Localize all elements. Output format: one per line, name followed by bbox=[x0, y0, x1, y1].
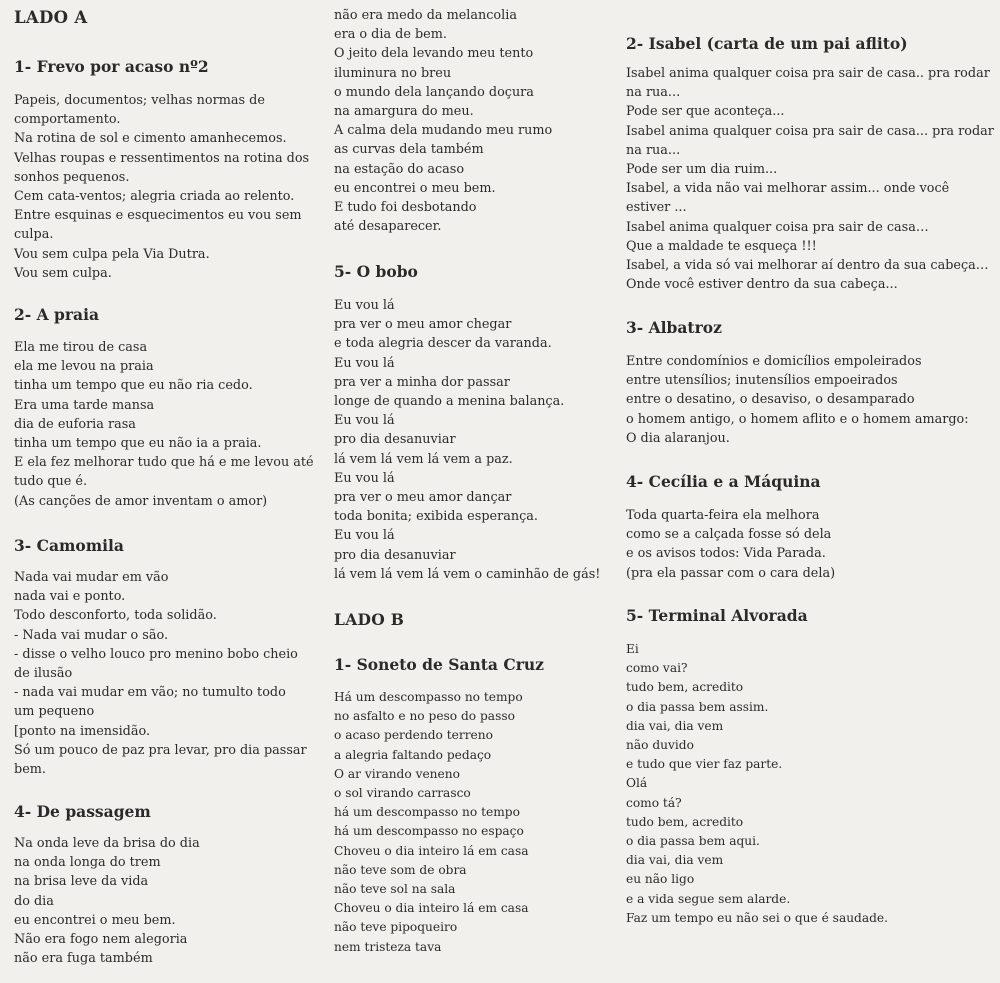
lyric-line: e toda alegria descer da varanda. bbox=[334, 336, 552, 352]
lyric-line: Vou sem culpa pela Via Dutra. bbox=[14, 246, 210, 262]
song-lyrics bbox=[334, 688, 528, 957]
lyric-line: o mundo dela lançando doçura bbox=[334, 84, 534, 100]
lyric-line: O jeito dela levando meu tento bbox=[334, 46, 534, 62]
song-lyrics-continued bbox=[334, 6, 552, 236]
lyric-line: E ela fez melhorar tudo que há e me levou até bbox=[14, 455, 314, 471]
song-title: 4- De passagem bbox=[14, 802, 151, 821]
lyric-line: há um descompasso no espaço bbox=[334, 824, 524, 839]
lyric-line: Não era fogo nem alegoria bbox=[14, 932, 188, 948]
lyric-line: como tá? bbox=[626, 795, 682, 810]
lyric-line: dia vai, dia vem bbox=[626, 718, 724, 733]
lyric-line: do dia bbox=[14, 893, 54, 909]
lyric-line: Eu vou lá bbox=[334, 470, 395, 486]
lyric-line: Só um pouco de paz pra levar, pro dia passar bbox=[14, 742, 307, 758]
lyric-line: há um descompasso no tempo bbox=[334, 805, 520, 820]
lyric-line: Entre condomínios e domicílios empoleirados bbox=[626, 354, 922, 369]
lyric-line: (pra ela passar com o cara dela) bbox=[626, 565, 836, 581]
lyric-line: um pequeno bbox=[14, 704, 95, 720]
lyric-line: e os avisos todos: Vida Parada. bbox=[626, 546, 826, 562]
lyric-line: dia de euforia rasa bbox=[14, 416, 136, 432]
lyric-line: Cem cata-ventos; alegria criada ao relento. bbox=[14, 189, 295, 205]
lyric-line: Papeis, documentos; velhas normas de bbox=[14, 93, 265, 108]
lyric-line: Choveu o dia inteiro lá em casa bbox=[334, 843, 529, 858]
song-lyrics bbox=[626, 352, 969, 448]
song-lyrics bbox=[14, 834, 200, 968]
lyric-line: Pode ser um dia ruim... bbox=[626, 162, 778, 178]
lyric-line: Velhas roupas e ressentimentos na rotina dos bbox=[14, 150, 310, 166]
song-title: 2- A praia bbox=[14, 305, 100, 324]
song-lyrics bbox=[626, 64, 994, 294]
side-b-heading: LADO B bbox=[334, 610, 405, 629]
lyric-line: pra ver o meu amor chegar bbox=[334, 317, 512, 333]
lyric-line: toda bonita; exibida esperança. bbox=[334, 509, 538, 525]
lyric-line: entre o desatino, o desaviso, o desamparado bbox=[626, 392, 915, 408]
lyric-line: Nada vai mudar em vão bbox=[14, 570, 169, 585]
lyric-line: ela me levou na praia bbox=[14, 359, 154, 375]
lyric-line: Isabel anima qualquer coisa pra sair de casa.. pra rodar bbox=[626, 66, 990, 81]
lyric-line: na onda longa do trem bbox=[14, 855, 161, 871]
song-title: 5- Terminal Alvorada bbox=[626, 606, 808, 625]
lyric-line: Eu vou lá bbox=[334, 355, 395, 371]
song-title: 4- Cecília e a Máquina bbox=[626, 472, 821, 491]
lyric-line: Faz um tempo eu não sei o que é saudade. bbox=[626, 910, 889, 925]
lyric-line: nem tristeza tava bbox=[334, 939, 442, 954]
lyric-line: lá vem lá vem lá vem o caminhão de gás! bbox=[334, 566, 601, 582]
lyric-line: Isabel, a vida só vai melhorar aí dentro da sua cabeça… bbox=[626, 258, 989, 274]
lyric-line: Isabel anima qualquer coisa pra sair de casa... pra rodar bbox=[626, 123, 994, 139]
lyric-line: (As canções de amor inventam o amor) bbox=[14, 493, 268, 509]
lyric-line: o sol virando carrasco bbox=[334, 786, 471, 801]
lyric-line: como se a calçada fosse só dela bbox=[626, 527, 832, 543]
side-a-heading: LADO A bbox=[14, 8, 88, 27]
lyric-line: Entre esquinas e esquecimentos eu vou sem bbox=[14, 208, 302, 224]
lyric-line: pra ver a minha dor passar bbox=[334, 374, 510, 390]
song-title: 1- Frevo por acaso nº2 bbox=[14, 57, 209, 76]
lyric-line: sonhos pequenos. bbox=[14, 169, 130, 185]
song-title: 3- Camomila bbox=[14, 536, 124, 555]
lyric-line: Eu vou lá bbox=[334, 528, 395, 544]
lyric-line: estiver ... bbox=[626, 200, 687, 216]
lyric-line: Toda quarta-feira ela melhora bbox=[626, 508, 820, 523]
lyric-line: na rua... bbox=[626, 85, 681, 101]
lyric-line: eu encontrei o meu bem. bbox=[334, 180, 496, 196]
lyric-line: lá vem lá vem lá vem a paz. bbox=[334, 451, 513, 467]
lyric-line: Vou sem culpa. bbox=[14, 265, 112, 281]
song-lyrics bbox=[626, 640, 888, 928]
lyric-line: Na onda leve da brisa do dia bbox=[14, 836, 200, 851]
lyric-line: entre utensílios; inutensílios empoeirados bbox=[626, 373, 898, 389]
lyric-line: Na rotina de sol e cimento amanhecemos. bbox=[14, 131, 287, 147]
lyric-line: não teve pipoqueiro bbox=[334, 920, 458, 935]
lyric-line: eu não ligo bbox=[626, 872, 695, 887]
lyric-line: e tudo que vier faz parte. bbox=[626, 757, 783, 772]
lyric-line: bem. bbox=[14, 762, 46, 778]
lyric-line: Todo desconforto, toda solidão. bbox=[14, 608, 217, 624]
lyric-line: Ei bbox=[626, 642, 639, 656]
lyric-line: Onde você estiver dentro da sua cabeça... bbox=[626, 277, 898, 293]
lyric-line: culpa. bbox=[14, 227, 54, 243]
lyric-line: pro dia desanuviar bbox=[334, 547, 456, 563]
lyric-line: E tudo foi desbotando bbox=[334, 200, 477, 216]
song-title: 3- Albatroz bbox=[626, 318, 722, 337]
lyric-line: tudo que é. bbox=[14, 474, 88, 490]
lyric-line: não teve som de obra bbox=[334, 862, 467, 877]
lyric-line: pra ver o meu amor dançar bbox=[334, 490, 512, 506]
lyric-line: e a vida segue sem alarde. bbox=[626, 891, 791, 906]
lyric-line: Eu vou lá bbox=[334, 413, 395, 429]
lyric-line: eu encontrei o meu bem. bbox=[14, 912, 176, 928]
song-title: 2- Isabel (carta de um pai aflito) bbox=[626, 34, 908, 53]
lyric-line: de ilusão bbox=[14, 666, 73, 682]
song-lyrics bbox=[14, 91, 309, 283]
lyric-line: Que a maldade te esqueça !!! bbox=[626, 238, 817, 254]
lyric-line: tudo bem, acredito bbox=[626, 680, 744, 695]
lyric-line: como vai? bbox=[626, 661, 688, 676]
lyric-line: Era uma tarde mansa bbox=[14, 397, 155, 413]
lyric-line: o dia passa bem assim. bbox=[626, 699, 769, 714]
lyric-line: iluminura no breu bbox=[334, 65, 452, 81]
lyric-line: não teve sol na sala bbox=[334, 882, 456, 897]
lyric-line: Pode ser que aconteça... bbox=[626, 104, 785, 120]
song-lyrics bbox=[14, 568, 307, 779]
lyric-line: as curvas dela também bbox=[334, 142, 484, 158]
lyric-line: na brisa leve da vida bbox=[14, 874, 149, 890]
song-lyrics bbox=[334, 296, 600, 584]
lyric-line: Olá bbox=[626, 776, 648, 791]
lyric-line: pro dia desanuviar bbox=[334, 432, 456, 448]
lyric-line: comportamento. bbox=[14, 112, 121, 128]
lyric-line: tinha um tempo que eu não ria cedo. bbox=[14, 378, 253, 394]
lyric-line: Choveu o dia inteiro lá em casa bbox=[334, 901, 529, 916]
lyric-line: tudo bem, acredito bbox=[626, 814, 744, 829]
lyric-line: O dia alaranjou. bbox=[626, 430, 730, 446]
lyric-line: o dia passa bem aqui. bbox=[626, 834, 760, 849]
lyric-line: na rua... bbox=[626, 142, 681, 158]
lyric-line: o acaso perdendo terreno bbox=[334, 728, 493, 743]
lyric-line: não era fuga também bbox=[14, 951, 153, 967]
song-lyrics bbox=[14, 338, 314, 511]
lyric-line: Isabel, a vida não vai melhorar assim... onde você bbox=[626, 181, 950, 197]
lyric-line: na estação do acaso bbox=[334, 161, 465, 177]
lyric-line: A calma dela mudando meu rumo bbox=[334, 123, 553, 139]
lyric-line: [ponto na imensidão. bbox=[14, 723, 151, 739]
song-lyrics bbox=[626, 506, 835, 583]
lyric-line: - Nada vai mudar o são. bbox=[14, 627, 169, 643]
lyric-line: longe de quando a menina balança. bbox=[334, 394, 565, 410]
lyric-line: - nada vai mudar em vão; no tumulto todo bbox=[14, 685, 286, 701]
lyric-line: - disse o velho louco pro menino bobo cheio bbox=[14, 646, 298, 662]
lyric-line: não era medo da melancolia bbox=[334, 8, 517, 23]
lyric-line: O ar virando veneno bbox=[334, 766, 460, 781]
lyric-line: no asfalto e no peso do passo bbox=[334, 709, 515, 724]
lyric-line: tinha um tempo que eu não ia a praia. bbox=[14, 436, 262, 452]
lyric-line: a alegria faltando pedaço bbox=[334, 747, 492, 762]
lyric-line: Isabel anima qualquer coisa pra sair de casa… bbox=[626, 219, 929, 235]
lyric-line: era o dia de bem. bbox=[334, 27, 447, 43]
lyric-line: dia vai, dia vem bbox=[626, 853, 724, 868]
song-title: 5- O bobo bbox=[334, 262, 418, 281]
song-title: 1- Soneto de Santa Cruz bbox=[334, 655, 544, 674]
lyric-line: até desaparecer. bbox=[334, 219, 442, 235]
lyric-line: Ela me tirou de casa bbox=[14, 340, 148, 355]
lyric-line: Eu vou lá bbox=[334, 298, 395, 313]
lyric-line: Há um descompasso no tempo bbox=[334, 690, 523, 704]
lyric-line: não duvido bbox=[626, 738, 694, 753]
lyric-line: na amargura do meu. bbox=[334, 104, 474, 120]
lyric-line: nada vai e ponto. bbox=[14, 589, 126, 605]
lyric-line: o homem antigo, o homem aflito e o homem amargo: bbox=[626, 411, 969, 427]
